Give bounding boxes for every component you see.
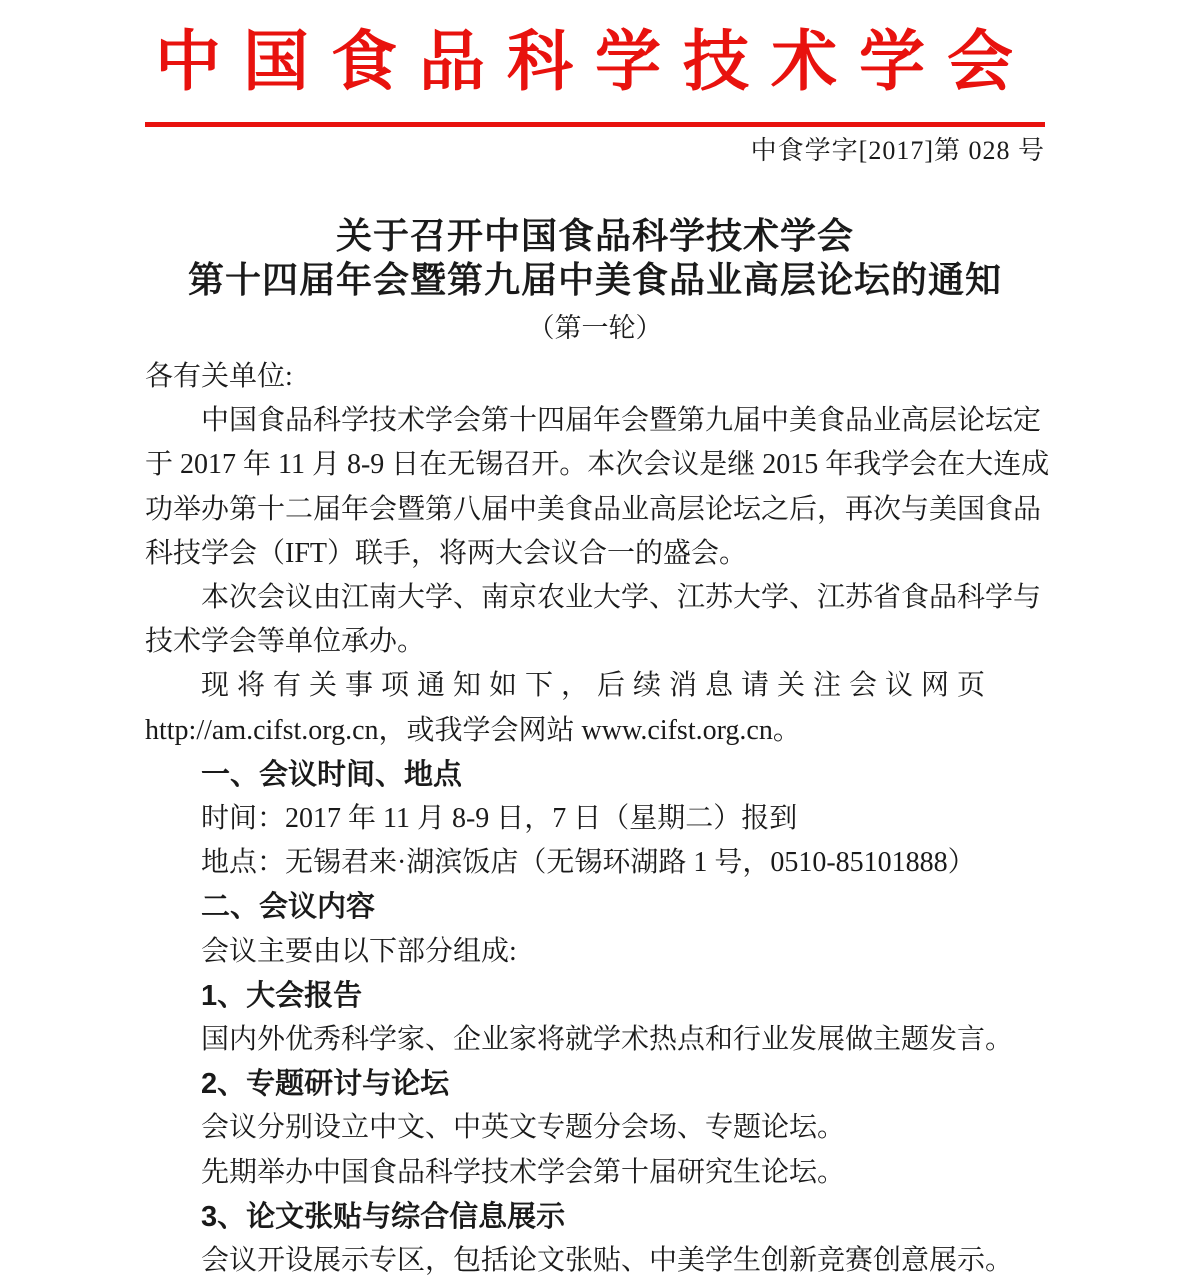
section-2-heading: 二、会议内容 [201,891,376,924]
meeting-venue-line: 地点：无锡君来·湖滨饭店（无锡环湖路 1 号，0510-85101888） [201,847,976,879]
meeting-time-line: 时间：2017 年 11 月 8-9 日，7 日（星期二）报到 [201,803,798,835]
paragraph-2-line-1: 本次会议由江南大学、南京农业大学、江苏大学、江苏省食品科学与 [201,582,1042,614]
paragraph-1-line-1: 中国食品科学技术学会第十四届年会暨第九届中美食品业高层论坛定 [201,405,1042,437]
item-2-desc-line-2: 先期举办中国食品科学技术学会第十届研究生论坛。 [201,1156,846,1188]
paragraph-1-line-4: 科技学会（IFT）联手，将两大会议合一的盛会。 [145,537,748,569]
notice-body [145,355,1050,1280]
letterhead-rule [145,122,1045,127]
item-1-heading: 1、大会报告 [201,979,363,1012]
paragraph-3-line-2-urls: http://am.cifst.org.cn，或我学会网站 www.cifst.org.cn。 [145,714,801,746]
item-3-desc-line: 会议开设展示专区，包括论文张贴、中美学生创新竞赛创意展示。 [201,1245,1014,1277]
letterhead [145,22,1045,168]
notice-round-label: （第一轮） [527,313,663,343]
paragraph-1-line-2: 于 2017 年 11 月 8-9 日在无锡召开。本次会议是继 2015 年我学会在大连成 [145,449,1050,481]
paragraph-1-line-3: 功举办第十二届年会暨第八届中美食品业高层论坛之后，再次与美国食品 [145,493,1042,525]
notice-title-block [145,214,1045,345]
section-1-heading: 一、会议时间、地点 [201,758,463,791]
document-content [145,22,1050,1280]
section-2-intro-line: 会议主要由以下部分组成: [201,935,517,967]
item-3-heading: 3、论文张贴与综合信息展示 [201,1200,566,1233]
item-2-desc-line-1: 会议分别设立中文、中英文专题分会场、专题论坛。 [201,1112,846,1144]
paragraph-2-line-2: 技术学会等单位承办。 [145,626,426,658]
notice-title-line-2: 第十四届年会暨第九届中美食品业高层论坛的通知 [187,259,1002,300]
notice-title-line-1: 关于召开中国食品科学技术学会 [335,215,854,256]
paragraph-3-line-1: 现将有关事项通知如下，后续消息请关注会议网页 [201,670,994,702]
item-2-heading: 2、专题研讨与论坛 [201,1068,450,1101]
item-1-desc-line: 国内外优秀科学家、企业家将就学术热点和行业发展做主题发言。 [201,1024,1014,1056]
salutation: 各有关单位: [145,361,293,392]
doc-number: 中食学字[2017]第 028 号 [750,136,1045,165]
letterhead-org-name: 中国食品科学技术学会 [155,26,1035,99]
